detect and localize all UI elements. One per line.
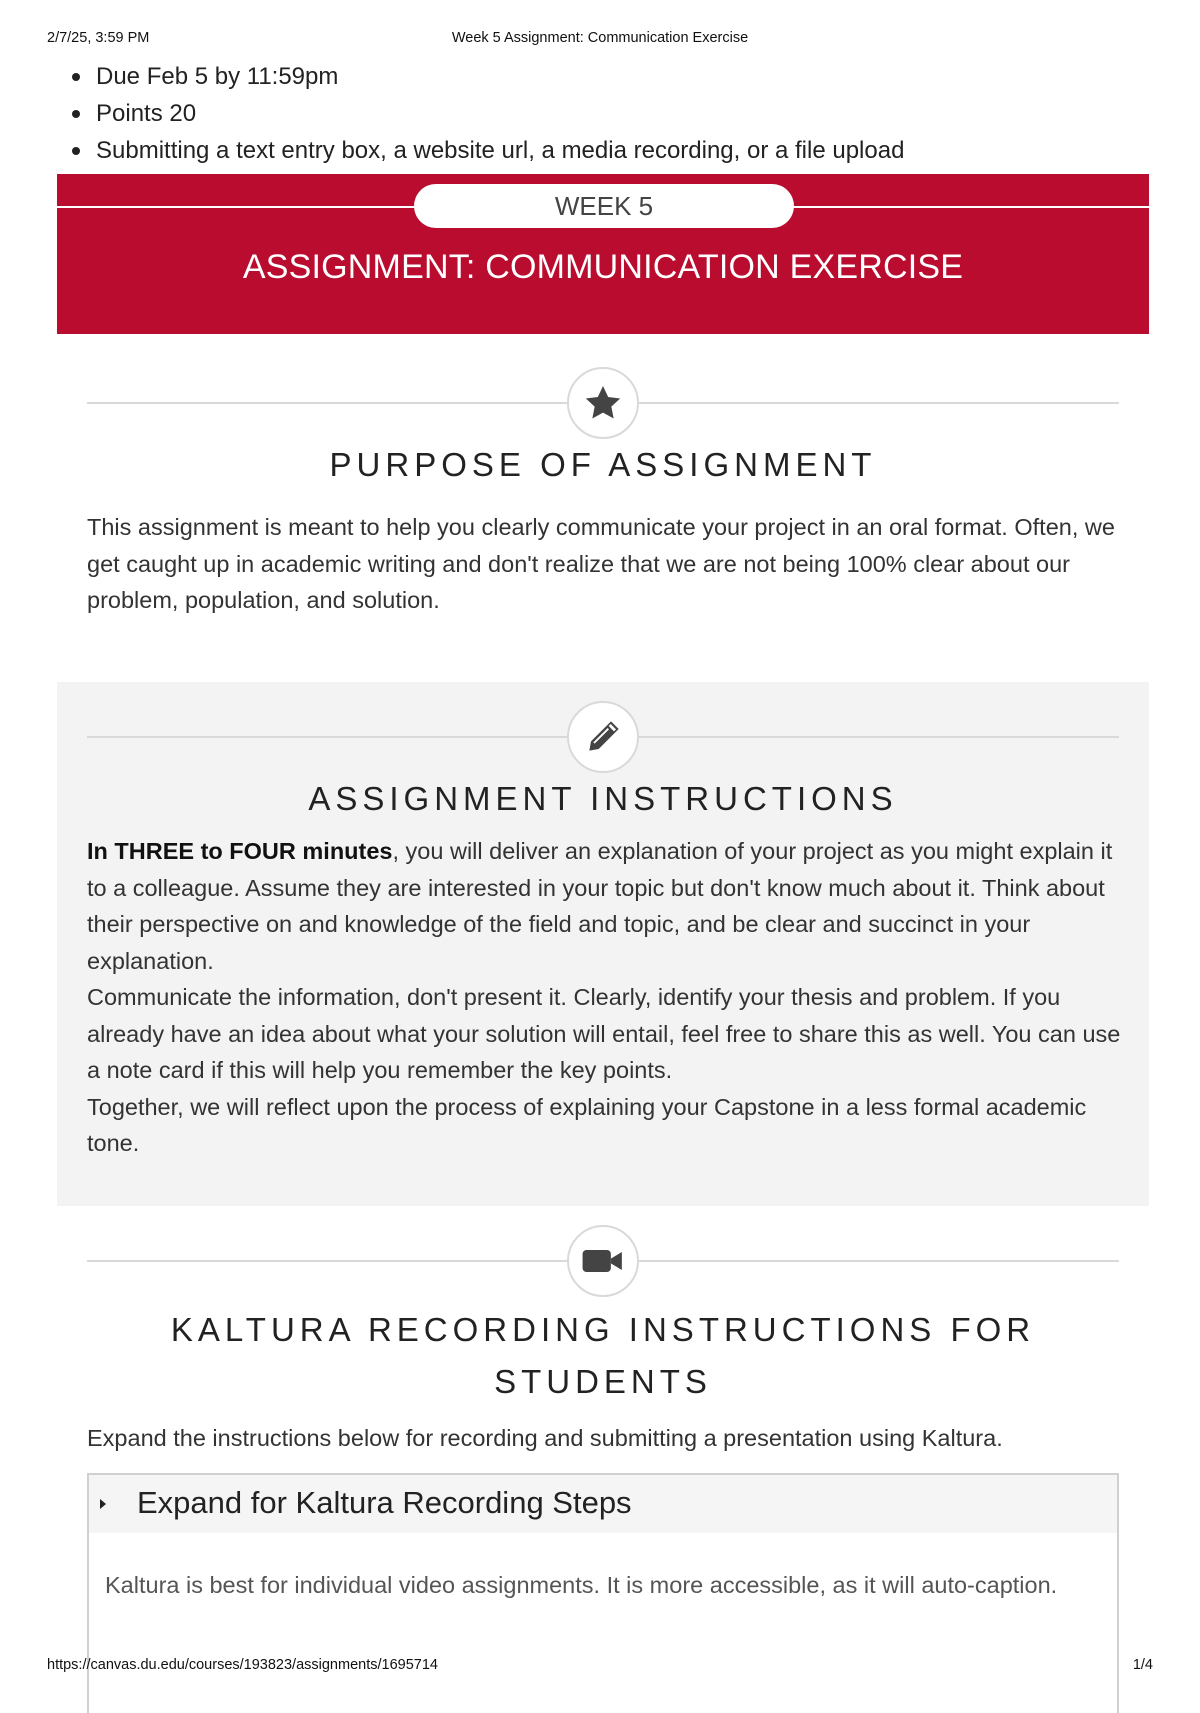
accordion-summary[interactable] xyxy=(89,1475,1117,1533)
accordion-summary-label: Expand for Kaltura Recording Steps xyxy=(137,1485,632,1520)
print-header xyxy=(47,30,1153,50)
submission-types: Submitting a text entry box, a website url, a media recording, or a file upload xyxy=(70,132,904,169)
instructions-paragraph-3: Together, we will reflect upon the process of explaining your Capstone in a less formal academic tone. xyxy=(87,1093,1087,1156)
print-datetime: 2/7/25, 3:59 PM xyxy=(47,30,150,46)
instructions-body xyxy=(87,833,1127,1162)
star-icon xyxy=(567,367,639,439)
page-number: 1/4 xyxy=(1132,1657,1153,1673)
kaltura-accordion xyxy=(87,1473,1119,1713)
kaltura-heading: KALTURA RECORDING INSTRUCTIONS FOR STUDENTS xyxy=(170,1311,1036,1400)
page-url: https://canvas.du.edu/courses/193823/assignments/1695714 xyxy=(47,1657,438,1673)
instructions-paragraph-2: Communicate the information, don't present it. Clearly, identify your thesis and problem. If you already have an idea about what your solution will entail, feel free to share this as well. You can use a note card if this will help you remember the key points. xyxy=(87,984,1121,1083)
print-footer xyxy=(47,1657,1153,1677)
assignment-banner xyxy=(57,174,1149,334)
banner-title: ASSIGNMENT: COMMUNICATION EXERCISE xyxy=(242,248,964,286)
due-date: Due Feb 5 by 11:59pm xyxy=(70,58,904,95)
caret-right-icon xyxy=(100,1499,106,1509)
print-doc-title: Week 5 Assignment: Communication Exercise xyxy=(451,30,749,46)
accordion-content: Kaltura is best for individual video assignments. It is more accessible, as it will auto-caption. xyxy=(105,1572,1058,1598)
instructions-paragraph-1-rest: , you will deliver an explanation of your project as you might explain it to a colleague. Assume they are interested in your topic but don't know much about it. Think about their perspective on and knowledge of the field and topic, and be clear and succinct in your explanation. xyxy=(87,838,1113,974)
assignment-meta-list xyxy=(70,58,904,169)
video-camera-icon xyxy=(567,1225,639,1297)
instructions-paragraph-1 xyxy=(87,833,1127,979)
instructions-heading: ASSIGNMENT INSTRUCTIONS xyxy=(308,780,898,817)
purpose-text: This assignment is meant to help you clearly communicate your project in an oral format. Often, we get caught up in academic writing and don't realize that we are not being 100% clear about our problem, population, and solution. xyxy=(87,514,1115,613)
instructions-duration: In THREE to FOUR minutes xyxy=(87,838,393,864)
points: Points 20 xyxy=(70,95,904,132)
pencil-icon xyxy=(567,701,639,773)
kaltura-intro: Expand the instructions below for recording and submitting a presentation using Kaltura. xyxy=(87,1425,1003,1451)
purpose-heading: PURPOSE OF ASSIGNMENT xyxy=(329,446,877,483)
week-label: WEEK 5 xyxy=(414,184,794,228)
